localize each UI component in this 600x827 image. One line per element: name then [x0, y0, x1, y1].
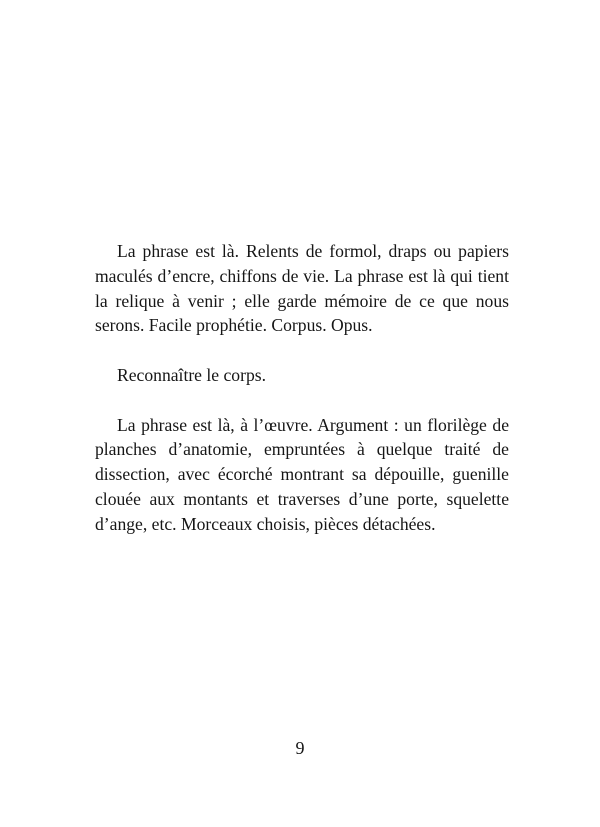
paragraph-1: La phrase est là. Relents de formol, draps ou papiers maculés d’encre, chiffons de vie. La phrase est là qui tient la relique à venir ; elle garde mémoire de ce que nous serons. Facile prophétie. Corpus. Opus. — [95, 241, 509, 336]
body-text — [95, 239, 509, 537]
page-number: 9 — [295, 738, 305, 758]
paragraph-3: La phrase est là, à l’œuvre. Argument : un florilège de planches d’anatomie, empruntées à quelque traité de dissection, avec écorché montrant sa dépouille, guenille clouée aux montants et traverses d’une porte, squelette d’ange, etc. Morceaux choisis, pièces détachées. — [95, 414, 509, 534]
paragraph-2: Reconnaître le corps. — [117, 364, 266, 385]
